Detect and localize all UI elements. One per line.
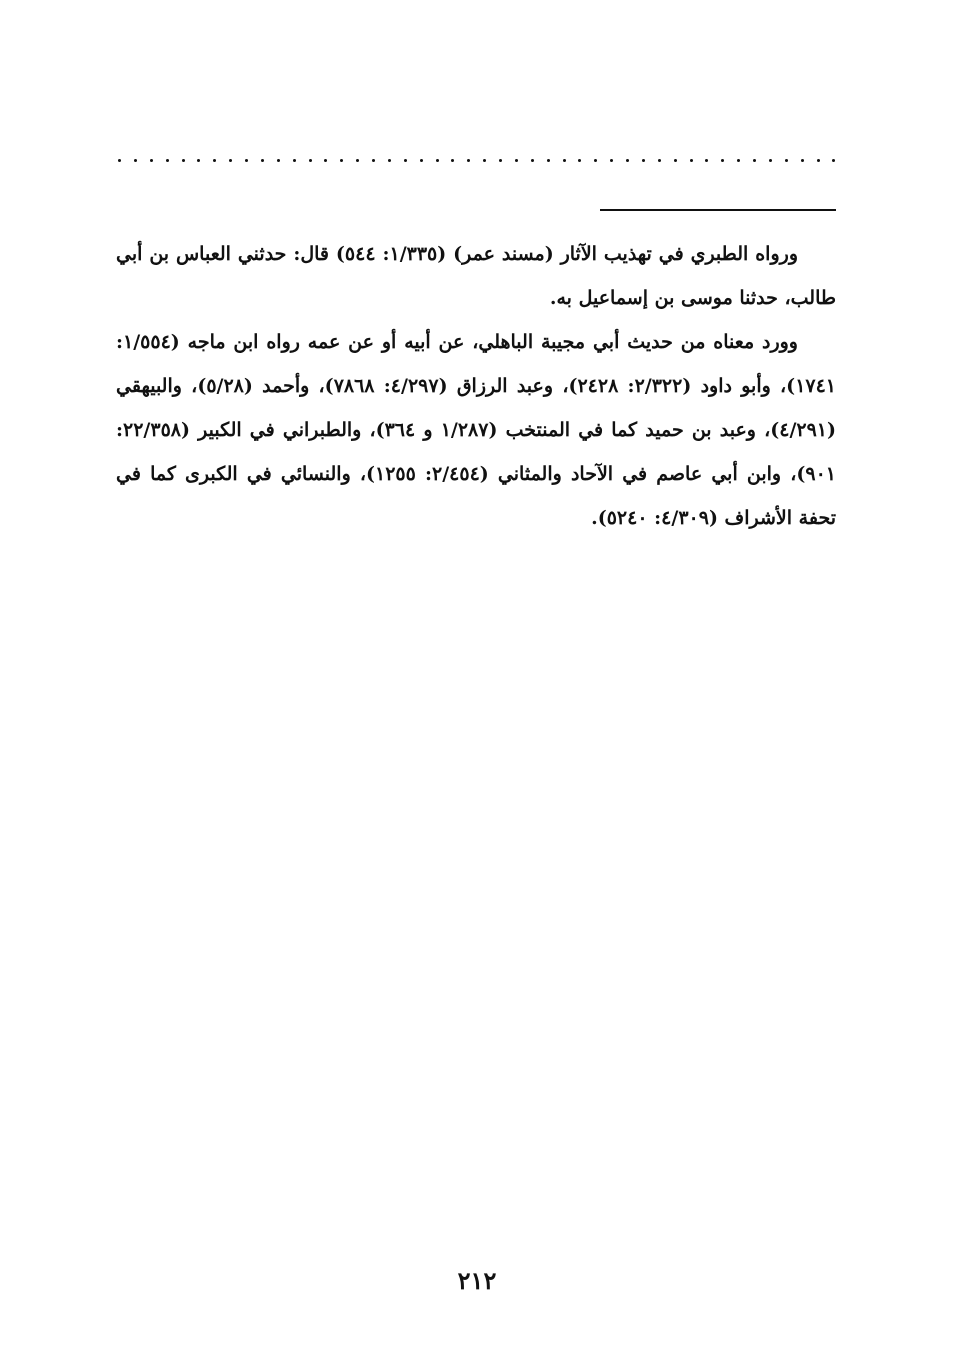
footnote-paragraph: وورد معناه من حديث أبي مجيبة الباهلي، عن أبيه أو عن عمه رواه ابن ماجه (١/٥٥٤: ١٧٤١)، وأبو داود (٢/٣٢٢: ٢٤٢٨)، وعبد الرزاق (٤/٢٩٧: ٧٨٦٨)، وأحمد (٥/٢٨)، والبيهقي (٤/٢٩١)، وعبد بن حميد كما في المنتخب (١/٢٨٧ و ٣٦٤)، والطبراني في الكبير (٢٢/٣٥٨: ٩٠١)، وابن أبي عاصم في الآحاد والمثاني (٢/٤٥٤: ١٢٥٥)، والنسائي في الكبرى كما في تحفة الأشراف (٤/٣٠٩: ٥٢٤٠).: [116, 331, 837, 529]
page-number: ٢١٢: [457, 1266, 497, 1295]
footnote-divider: [600, 209, 836, 211]
footnote-section: [116, 232, 836, 540]
footnote-paragraph: ورواه الطبري في تهذيب الآثار (مسند عمر) (١/٣٣٥: ٥٤٤) قال: حدثني العباس بن أبي طالب، حدثنا موسى بن إسماعيل به.: [116, 243, 836, 309]
dotted-separator: [118, 150, 836, 170]
